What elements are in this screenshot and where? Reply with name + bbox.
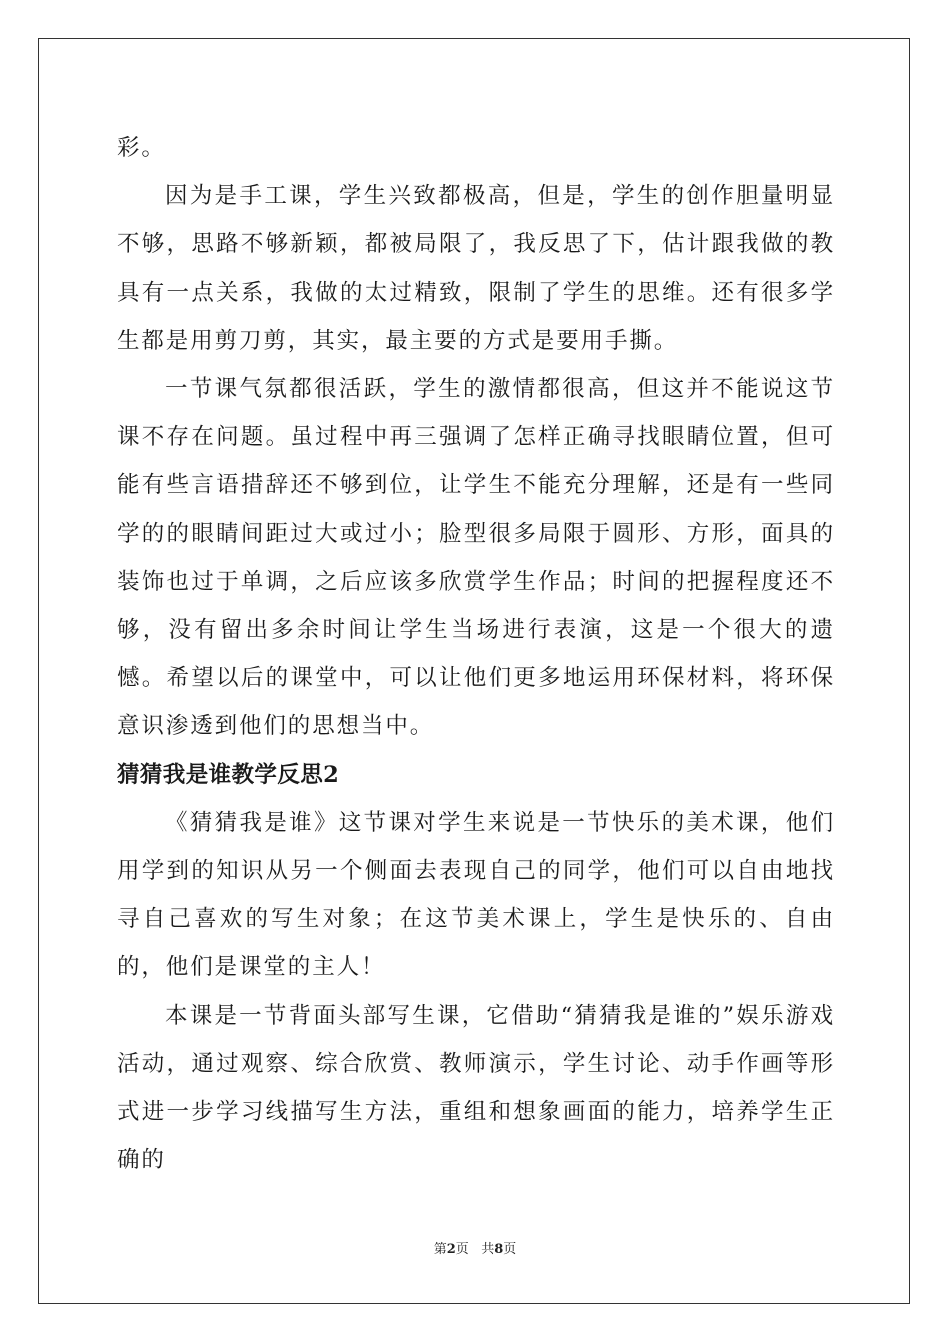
page-number: 2 [446,1242,456,1257]
section-heading: 猜猜我是谁教学反思2 [117,761,340,788]
page-suffix: 页 [455,1242,469,1257]
paragraph: 因为是手工课，学生兴致都极高，但是，学生的创作胆量明显不够，思路不够新颖，都被局限了，我反思了下，估计跟我做的教具有一点关系，我做的太过精致，限制了学生的思维。还有很多学生都是用剪刀剪，其实，最主要的方式是要用手撕。 [117,183,835,354]
page-prefix: 第 [433,1242,447,1257]
paragraph: 《猜猜我是谁》这节课对学生来说是一节快乐的美术课，他们用学到的知识从另一个侧面去表现自己的同学，他们可以自由地找寻自己喜欢的写生对象；在这节美术课上，学生是快乐的、自由的，他们是课堂的主人！ [117,809,835,981]
paragraph: 一节课气氛都很活跃，学生的激情都很高，但这并不能说这节课不存在问题。虽过程中再三强调了怎样正确寻找眼睛位置，但可能有些言语措辞还不够到位，让学生不能充分理解，还是有一些同学的的眼睛间距过大或过小；脸型很多局限于圆形、方形，面具的装饰也过于单调，之后应该多欣赏学生作品；时间的把握程度还不够，没有留出多余时间让学生当场进行表演，这是一个很大的遗憾。希望以后的课堂中，可以让他们更多地运用环保材料，将环保意识渗透到他们的思想当中。 [117,376,835,740]
paragraph: 本课是一节背面头部写生课，它借助“猜猜我是谁的”娱乐游戏活动，通过观察、综合欣赏、教师演示，学生讨论、动手作画等形式进一步学习线描写生方法，重组和想象画面的能力，培养学生正确的 [117,1002,835,1174]
total-suffix: 页 [503,1242,517,1257]
page-footer [0,1240,950,1260]
total-prefix: 共 [481,1242,495,1257]
paragraph-continuation: 彩。 [117,135,166,161]
document-body [117,124,835,1184]
total-pages: 8 [494,1242,504,1257]
